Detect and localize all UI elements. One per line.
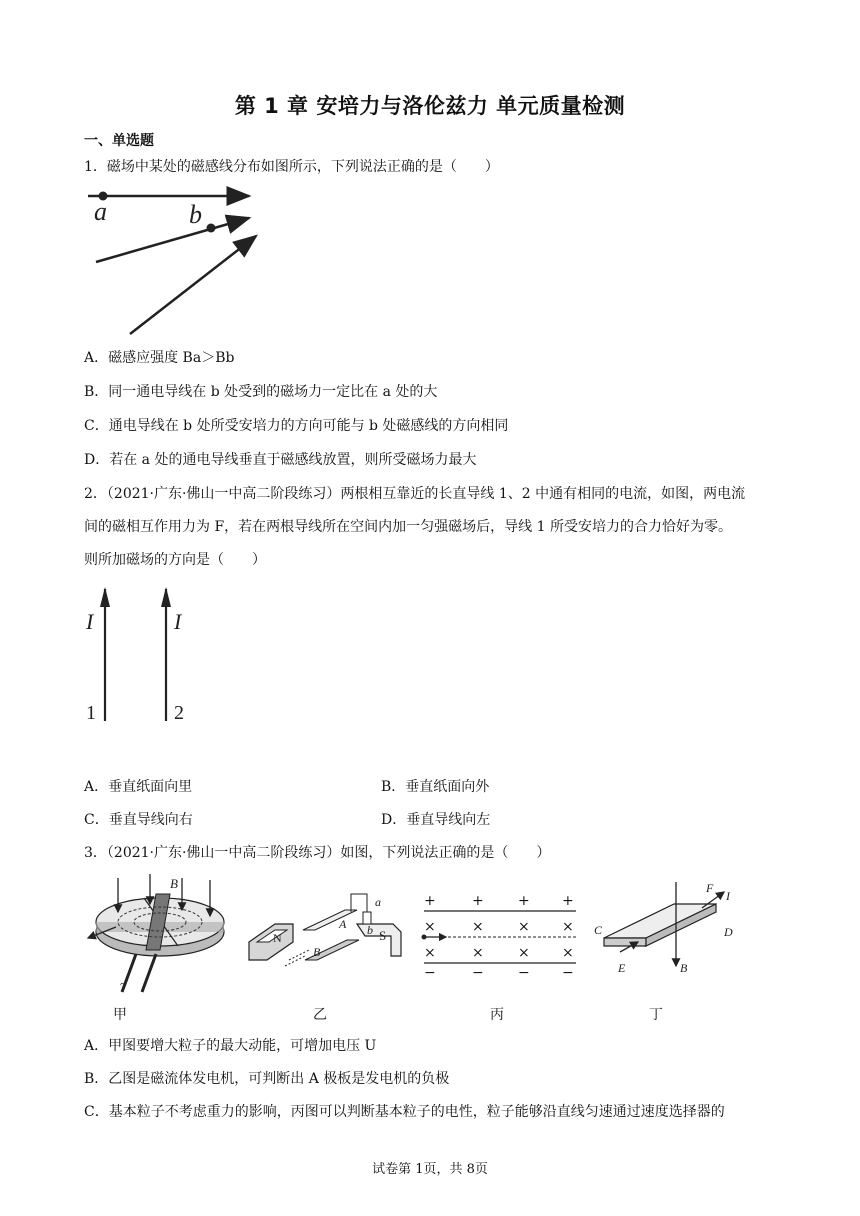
current-label-2: I <box>174 609 182 634</box>
yi-label-s: S <box>379 928 387 943</box>
wire-number-2: 2 <box>174 702 184 724</box>
yi-label-plate-b: B <box>313 945 321 959</box>
ding-label-d: D <box>724 925 733 939</box>
bing-minus: − <box>424 965 436 981</box>
bing-cross: × <box>424 919 436 935</box>
label-b: b <box>189 200 202 229</box>
wire-2-arrow <box>161 587 171 607</box>
q1-stem: 1．磁场中某处的磁感线分布如图所示，下列说法正确的是（ ） <box>84 159 499 175</box>
point-b-dot <box>207 224 216 233</box>
q1-option-a: A．磁感应强度 Ba＞Bb <box>84 350 235 366</box>
bing-cross: × <box>562 919 574 935</box>
field-line-lower <box>130 236 256 334</box>
bing-cross: × <box>424 945 436 961</box>
bing-minus: − <box>562 965 574 981</box>
ding-label-b: B <box>680 961 688 975</box>
q2-option-d: D．垂直导线向左 <box>381 812 491 828</box>
q1-option-b: B．同一通电导线在 b 处受到的磁场力一定比在 a 处的大 <box>84 384 438 400</box>
wire-number-1: 1 <box>86 702 96 724</box>
q3-stem: 3．（2021·广东·佛山一中高二阶段练习）如图，下列说法正确的是（ ） <box>84 845 551 861</box>
label-a: a <box>94 197 107 226</box>
section-heading: 一、单选题 <box>84 133 154 149</box>
q2-option-a: A．垂直纸面向里 <box>84 779 193 795</box>
caption-yi: 乙 <box>313 1007 327 1023</box>
page-footer: 试卷第 1页，共 8页 <box>372 1162 488 1177</box>
bing-plus: + <box>562 893 574 909</box>
q3-figure-ding-hall-plate <box>590 878 750 978</box>
bing-cross: × <box>518 945 530 961</box>
wire-1-arrow <box>100 587 110 607</box>
q2-parallel-wires-figure <box>84 585 204 725</box>
page-title: 第 1 章 安培力与洛伦兹力 单元质量检测 <box>234 94 626 118</box>
q1-field-lines-figure <box>84 180 274 340</box>
jia-label-b: B <box>170 876 178 891</box>
q2-stem-line-1: 2．（2021·广东·佛山一中高二阶段练习）两根相互靠近的长直导线 1、2 中通有相同的电流，如图，两电流 <box>84 486 746 502</box>
ding-label-f: F <box>706 881 714 895</box>
q2-stem-line-3: 则所加磁场的方向是（ ） <box>84 552 266 568</box>
q1-option-c: C．通电导线在 b 处所受安培力的方向可能与 b 处磁感线的方向相同 <box>84 418 509 434</box>
bing-symbols <box>420 893 580 985</box>
bing-plus: + <box>424 893 436 909</box>
yi-label-a: a <box>375 895 381 909</box>
yi-label-b: b <box>367 923 373 937</box>
yi-label-plate-a: A <box>339 917 347 931</box>
ding-label-i: I <box>726 889 730 903</box>
bing-cross: × <box>472 919 484 935</box>
q1-option-d: D．若在 a 处的通电导线垂直于磁感线放置，则所受磁场力最大 <box>84 452 477 468</box>
bing-cross: × <box>562 945 574 961</box>
current-label-1: I <box>86 609 94 634</box>
bing-minus: − <box>518 965 530 981</box>
caption-bing: 丙 <box>490 1007 504 1023</box>
q3-option-b: B．乙图是磁流体发电机，可判断出 A 极板是发电机的负极 <box>84 1071 450 1087</box>
q3-option-c: C．基本粒子不考虑重力的影响，丙图可以判断基本粒子的电性，粒子能够沿直线匀速通过速度选择器的 <box>84 1104 725 1120</box>
bing-plus: + <box>518 893 530 909</box>
q3-figure-yi-mhd-generator <box>245 890 415 980</box>
bing-plus: + <box>472 893 484 909</box>
bing-cross: × <box>518 919 530 935</box>
bing-cross: × <box>472 945 484 961</box>
caption-ding: 丁 <box>649 1007 663 1023</box>
field-line-b <box>96 218 249 262</box>
q2-option-c: C．垂直导线向右 <box>84 812 193 828</box>
jia-ac-symbol: ~ <box>120 976 128 991</box>
q3-option-a: A．甲图要增大粒子的最大动能，可增加电压 U <box>84 1038 377 1054</box>
bing-minus: − <box>472 965 484 981</box>
q3-figure-jia-cyclotron <box>80 872 240 1002</box>
ding-label-e: E <box>618 961 626 975</box>
yi-label-n: N <box>273 931 282 945</box>
q2-option-b: B．垂直纸面向外 <box>381 779 490 795</box>
caption-jia: 甲 <box>113 1007 127 1023</box>
q2-stem-line-2: 间的磁相互作用力为 F，若在两根导线所在空间内加一匀强磁场后，导线 1 所受安培力的合力恰好为零。 <box>84 519 732 535</box>
ding-label-c: C <box>594 923 603 937</box>
